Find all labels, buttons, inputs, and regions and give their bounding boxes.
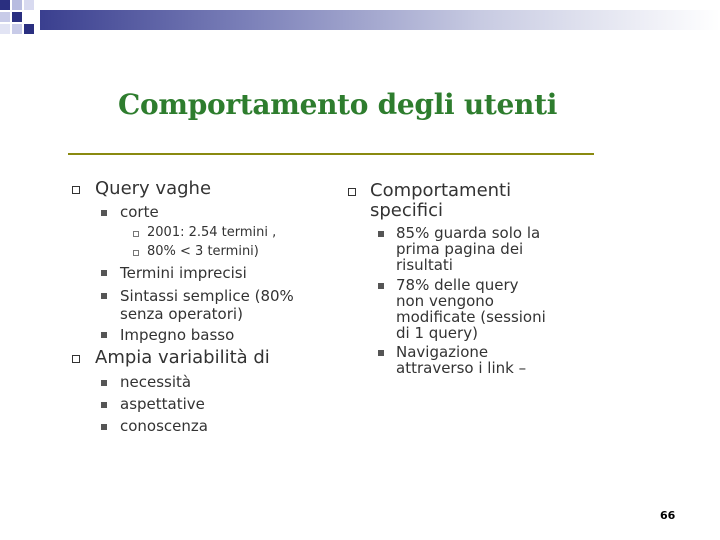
- sub-bullet-78-line1: 78% delle query: [396, 276, 519, 294]
- sub-bullet-termini: Termini imprecisi: [120, 264, 247, 282]
- title-underline: [68, 153, 594, 155]
- sub-bullet-aspettative: aspettative: [120, 395, 205, 413]
- bullet-query-vaghe: Query vaghe: [95, 178, 212, 199]
- decor-square: [24, 24, 34, 34]
- sub-bullet-navigazione-line2: attraverso i link –: [396, 359, 527, 377]
- sub-sub-bullet-2001: 2001: 2.54 termini ,: [147, 225, 277, 240]
- filled-square-bullet-icon: [378, 231, 384, 237]
- bullet-comportamenti-line1: Comportamenti: [370, 180, 512, 201]
- sub-bullet-impegno: Impegno basso: [120, 326, 235, 344]
- sub-bullet-85-line1: 85% guarda solo la: [396, 224, 541, 242]
- sub-bullet-sintassi-line1: Sintassi semplice (80%: [120, 287, 294, 305]
- decor-square: [12, 0, 22, 10]
- hollow-square-bullet-icon: [133, 250, 139, 256]
- sub-bullet-78-line3: modificate (sessioni: [396, 308, 546, 326]
- filled-square-bullet-icon: [101, 270, 107, 276]
- hollow-square-bullet-icon: [133, 231, 139, 237]
- sub-bullet-78-line2: non vengono: [396, 292, 494, 310]
- header-gradient-bar: [40, 10, 720, 30]
- square-bullet-icon: [348, 188, 356, 196]
- decor-square: [24, 0, 34, 10]
- filled-square-bullet-icon: [101, 332, 107, 338]
- decor-square: [0, 24, 10, 34]
- sub-bullet-necessita: necessità: [120, 373, 192, 391]
- filled-square-bullet-icon: [101, 210, 107, 216]
- page-number: 66: [660, 509, 676, 522]
- bullet-ampia-variabilita: Ampia variabilità di: [95, 347, 270, 368]
- sub-bullet-navigazione-line1: Navigazione: [396, 343, 489, 361]
- sub-bullet-sintassi-line2: senza operatori): [120, 305, 243, 323]
- decor-square: [12, 24, 22, 34]
- filled-square-bullet-icon: [101, 402, 107, 408]
- sub-bullet-corte: corte: [120, 203, 159, 221]
- decor-square: [0, 12, 10, 22]
- sub-bullet-conoscenza: conoscenza: [120, 417, 208, 435]
- filled-square-bullet-icon: [378, 350, 384, 356]
- decor-square: [0, 0, 10, 10]
- slide-title: Comportamento degli utenti: [118, 88, 558, 121]
- filled-square-bullet-icon: [101, 293, 107, 299]
- sub-bullet-78-line4: di 1 query): [396, 324, 478, 342]
- filled-square-bullet-icon: [378, 283, 384, 289]
- sub-bullet-85-line3: risultati: [396, 256, 453, 274]
- filled-square-bullet-icon: [101, 424, 107, 430]
- filled-square-bullet-icon: [101, 380, 107, 386]
- sub-bullet-85-line2: prima pagina dei: [396, 240, 524, 258]
- decor-square: [12, 12, 22, 22]
- square-bullet-icon: [72, 186, 80, 194]
- bullet-comportamenti-line2: specifici: [370, 200, 444, 221]
- sub-sub-bullet-80: 80% < 3 termini): [147, 244, 259, 259]
- square-bullet-icon: [72, 355, 80, 363]
- top-decoration: [0, 0, 720, 44]
